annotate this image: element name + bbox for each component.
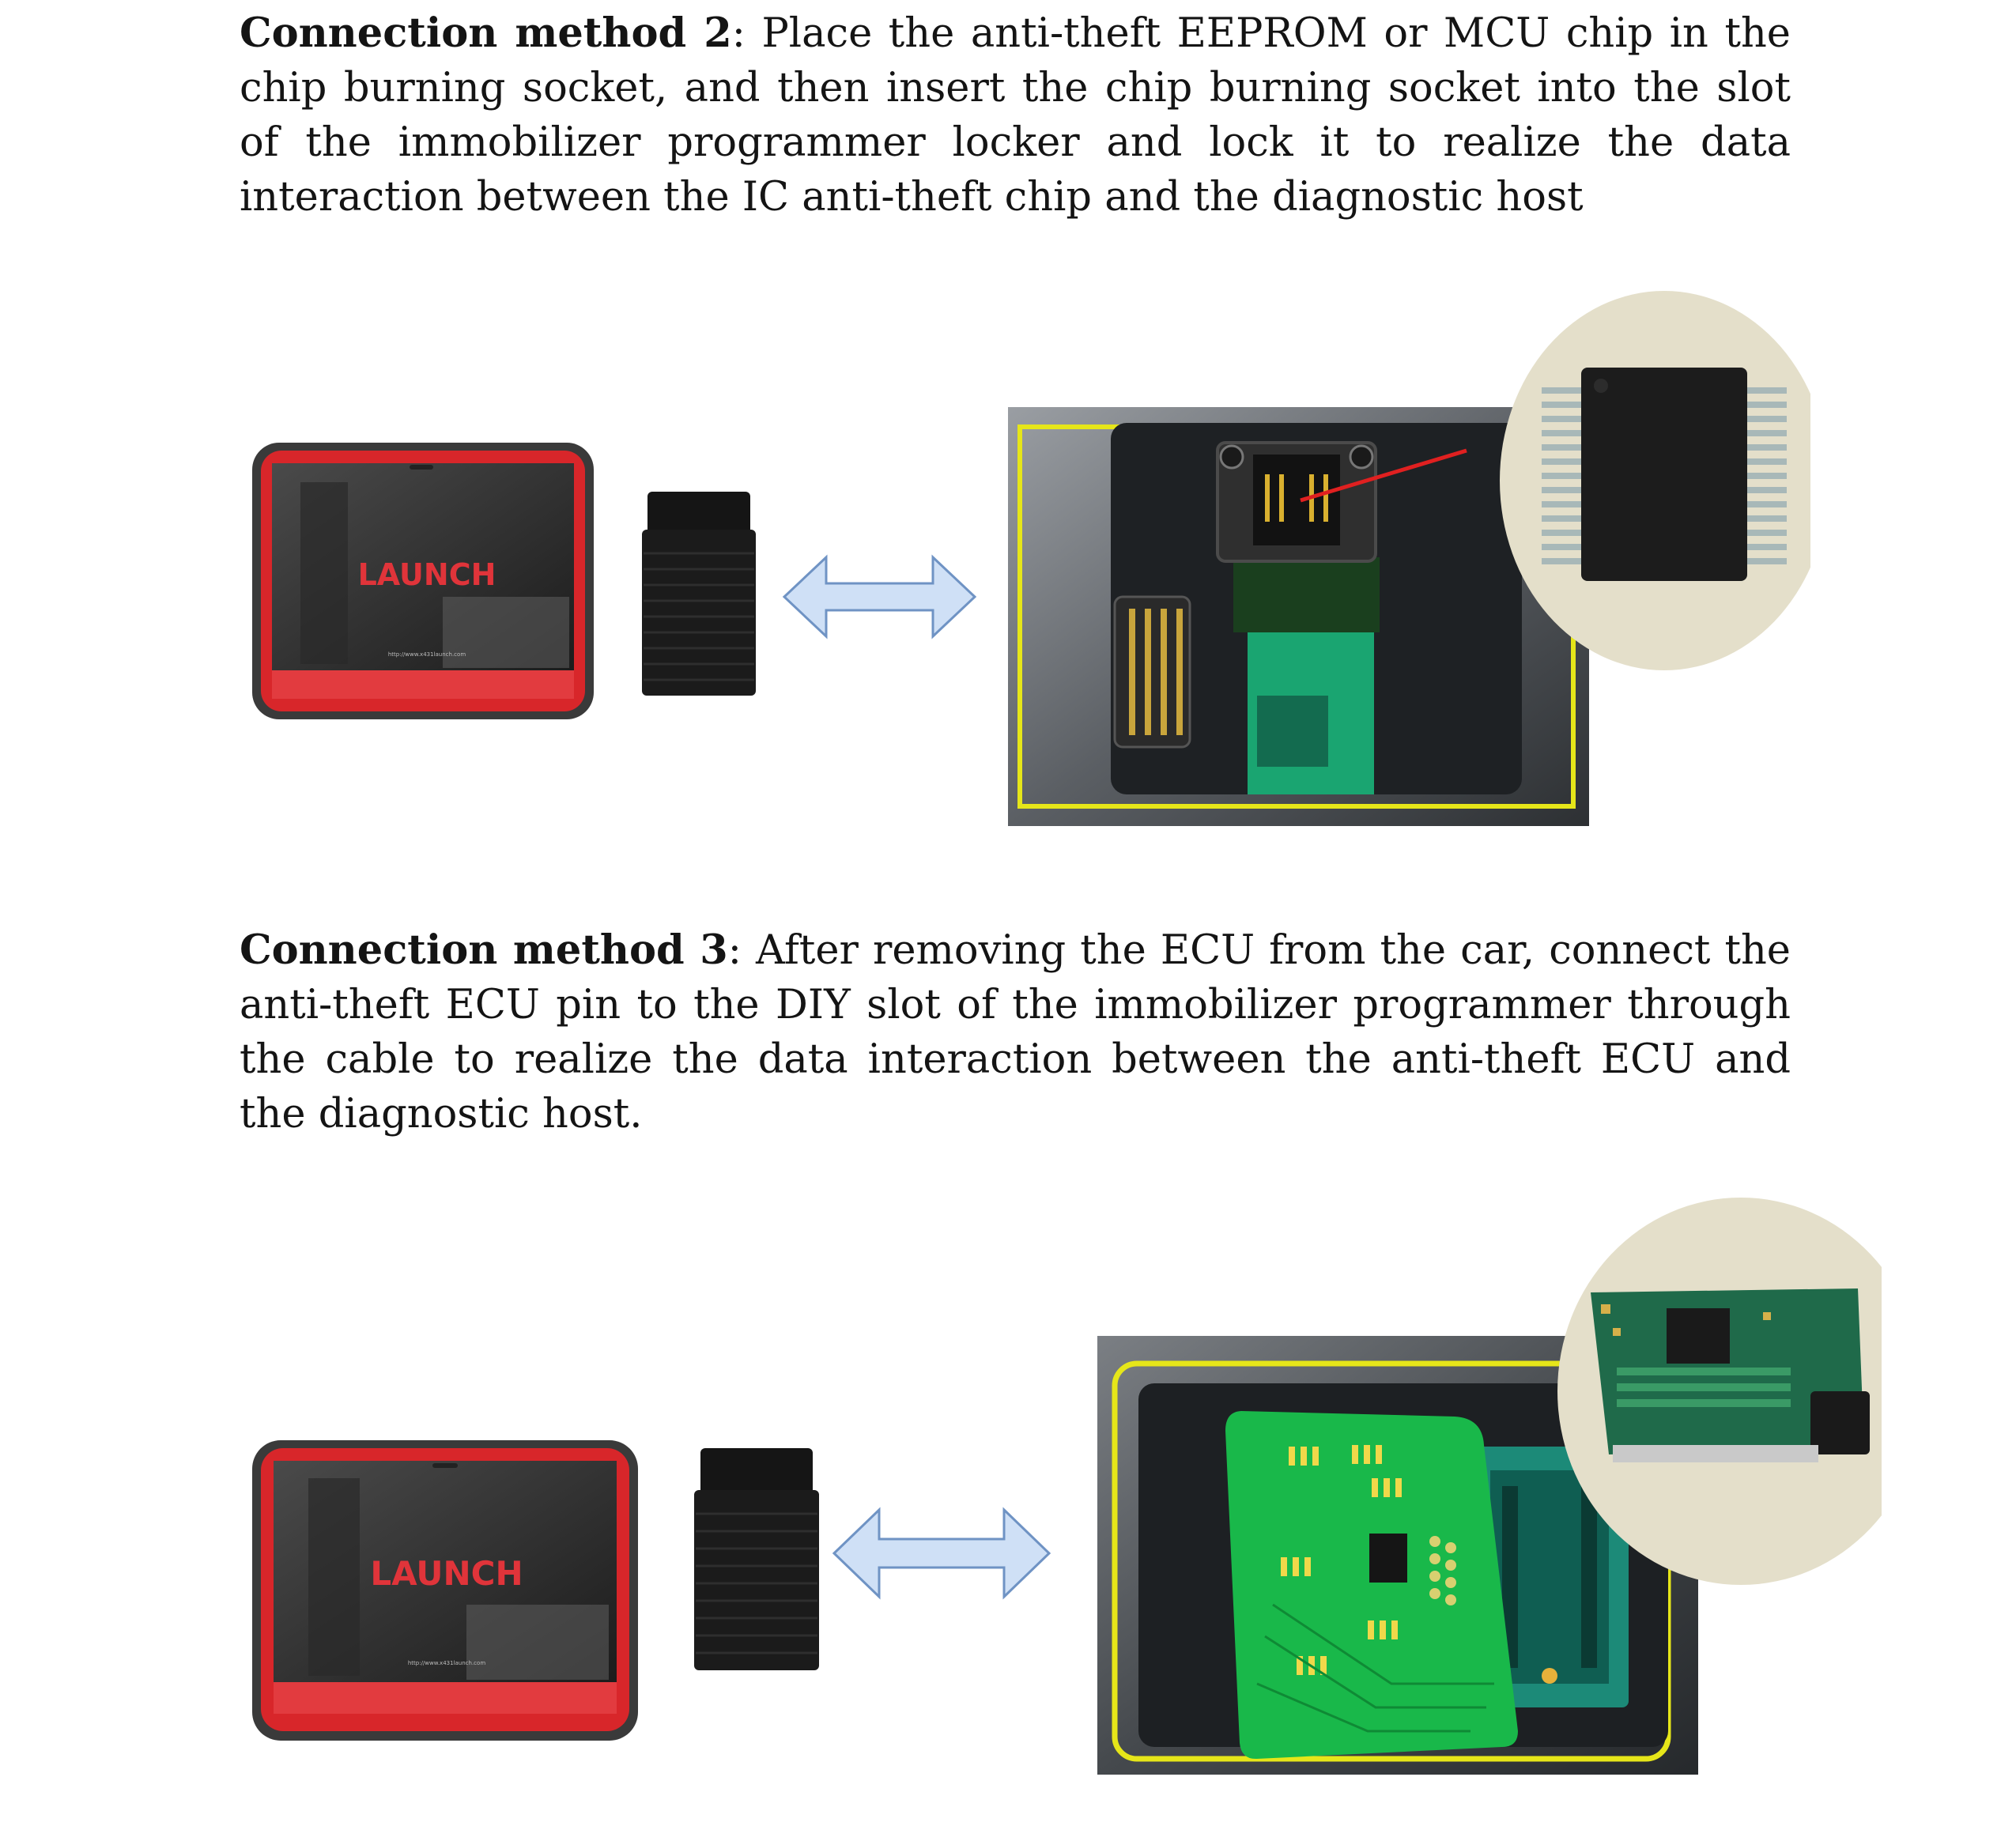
vci-dongle-image — [694, 1448, 819, 1670]
tablet-url-label: http://www.x431launch.com — [387, 651, 466, 658]
heading-separator: : — [731, 10, 762, 57]
launch-tablet-image — [252, 443, 594, 719]
tablet-brand-label: LAUNCH — [357, 557, 496, 592]
heading-separator: : — [727, 927, 757, 974]
connection-method-3-heading: Connection method 3 — [240, 926, 728, 974]
connection-method-3-text: After removing the ECU from the car, connect the anti-theft ECU pin to the DIY slot of the immobilizer programmer through the cable to realize the data interaction between the anti-theft ECU and the diagnostic host. — [240, 927, 1791, 1137]
tablet-url-label: http://www.x431launch.com — [407, 1660, 486, 1666]
bidirectional-arrow-icon — [834, 1510, 1049, 1597]
connection-method-2-paragraph — [240, 6, 1791, 224]
launch-tablet-image — [252, 1440, 638, 1741]
bidirectional-arrow-icon — [784, 557, 975, 636]
connection-method-2-figure — [237, 285, 1810, 838]
vci-dongle-image — [642, 492, 756, 696]
connection-method-3-figure — [237, 1194, 1882, 1802]
connection-method-3-paragraph — [240, 923, 1791, 1141]
tablet-brand-label: LAUNCH — [370, 1554, 523, 1593]
connection-method-2-text: Place the anti-theft EEPROM or MCU chip in the chip burning socket, and then insert the chip burning socket into the slot of the immobilizer programmer locker and lock it to realize the data interaction between the IC anti-theft chip and the diagnostic host — [240, 10, 1791, 221]
connection-method-2-heading: Connection method 2 — [240, 9, 732, 57]
